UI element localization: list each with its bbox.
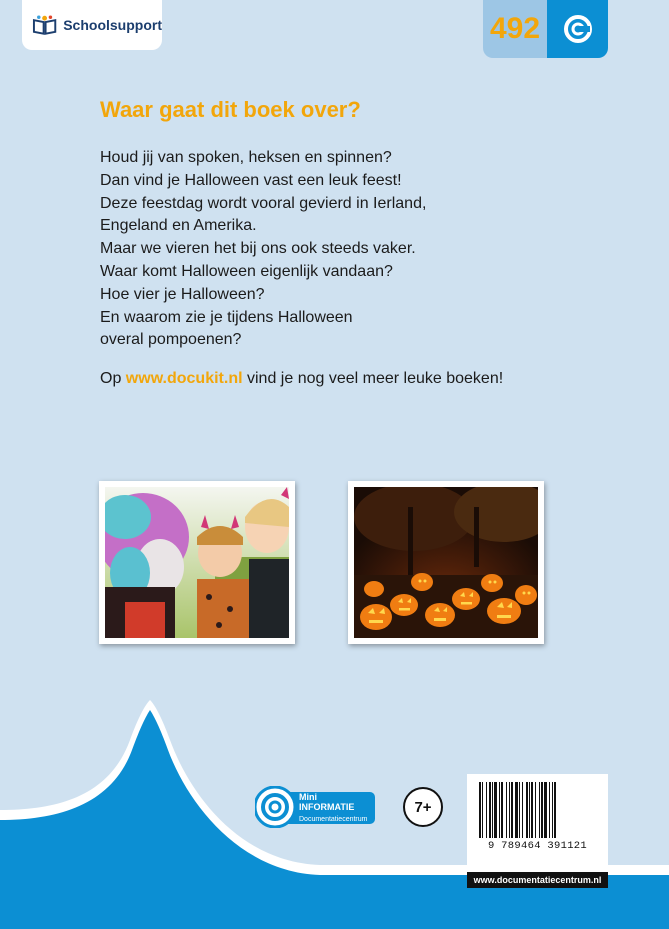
barcode-bar xyxy=(486,782,487,838)
pumpkins-image xyxy=(354,487,538,638)
age-badge: 7+ xyxy=(403,787,443,827)
description-line: Houd jij van spoken, heksen en spinnen? xyxy=(100,149,392,166)
barcode-bars xyxy=(467,774,608,840)
website-url[interactable]: www.documentatiecentrum.nl xyxy=(467,872,608,888)
series-icon xyxy=(547,0,608,58)
barcode-bar xyxy=(531,782,533,838)
description-line: Waar komt Halloween eigenlijk vandaan? xyxy=(100,262,393,280)
mini-logo-line2: INFORMATIE xyxy=(299,802,355,812)
barcode-bar xyxy=(501,782,503,838)
description-line: Engeland en Amerika. xyxy=(100,217,257,235)
description-line: En waarom zie je tijdens Halloween xyxy=(100,308,353,326)
description-line: Dan vind je Halloween vast een leuk feest! xyxy=(100,171,402,189)
promo-suffix: vind je nog veel meer leuke boeken! xyxy=(242,370,504,387)
barcode-bar xyxy=(554,782,556,838)
barcode-bar xyxy=(511,782,513,838)
barcode-bar xyxy=(515,782,518,838)
spiral-icon xyxy=(563,14,593,44)
barcode-bar xyxy=(552,782,553,838)
barcode-bar xyxy=(479,782,481,838)
series-number: 492 xyxy=(483,0,547,58)
barcode-bar xyxy=(506,782,507,838)
barcode-bar xyxy=(526,782,528,838)
schoolsupport-logo xyxy=(22,0,162,50)
isbn-digits: 9 789464 391121 xyxy=(487,840,587,852)
description-line: Deze feestdag wordt vooral gevierd in Ierland, xyxy=(100,194,427,212)
barcode-bar xyxy=(509,782,510,838)
mini-logo-line1: Mini xyxy=(299,792,317,802)
website-promo xyxy=(100,370,503,388)
promo-prefix: Op xyxy=(100,370,126,387)
barcode-bar xyxy=(549,782,550,838)
description-line: overal pompoenen? xyxy=(100,331,242,349)
isbn-barcode xyxy=(467,774,608,870)
page-heading: Waar gaat dit boek over? xyxy=(100,97,361,122)
barcode-bar xyxy=(535,782,536,838)
photo-costumed-children xyxy=(99,481,295,644)
children-costume-image xyxy=(105,487,289,638)
description xyxy=(100,147,600,352)
barcode-bar xyxy=(544,782,547,838)
barcode-bar xyxy=(492,782,493,838)
barcode-bar xyxy=(482,782,483,838)
mini-informatie-logo xyxy=(255,786,377,828)
barcode-bar xyxy=(494,782,497,838)
barcode-bar xyxy=(489,782,491,838)
description-line: Hoe vier je Halloween? xyxy=(100,285,265,303)
docukit-link[interactable]: www.docukit.nl xyxy=(125,370,243,387)
barcode-bar xyxy=(519,782,520,838)
barcode-bar xyxy=(539,782,540,838)
mini-logo-line3: Documentatiecentrum xyxy=(299,816,368,823)
description-line: Maar we vieren het bij ons ook steeds vaker. xyxy=(100,240,416,258)
barcode-bar xyxy=(541,782,543,838)
barcode-bar xyxy=(522,782,523,838)
barcode-bar xyxy=(529,782,530,838)
photo-jack-o-lanterns xyxy=(348,481,544,644)
book-logo-icon xyxy=(32,14,57,36)
barcode-bar xyxy=(499,782,500,838)
brand-name: Schoolsupport xyxy=(63,17,162,33)
